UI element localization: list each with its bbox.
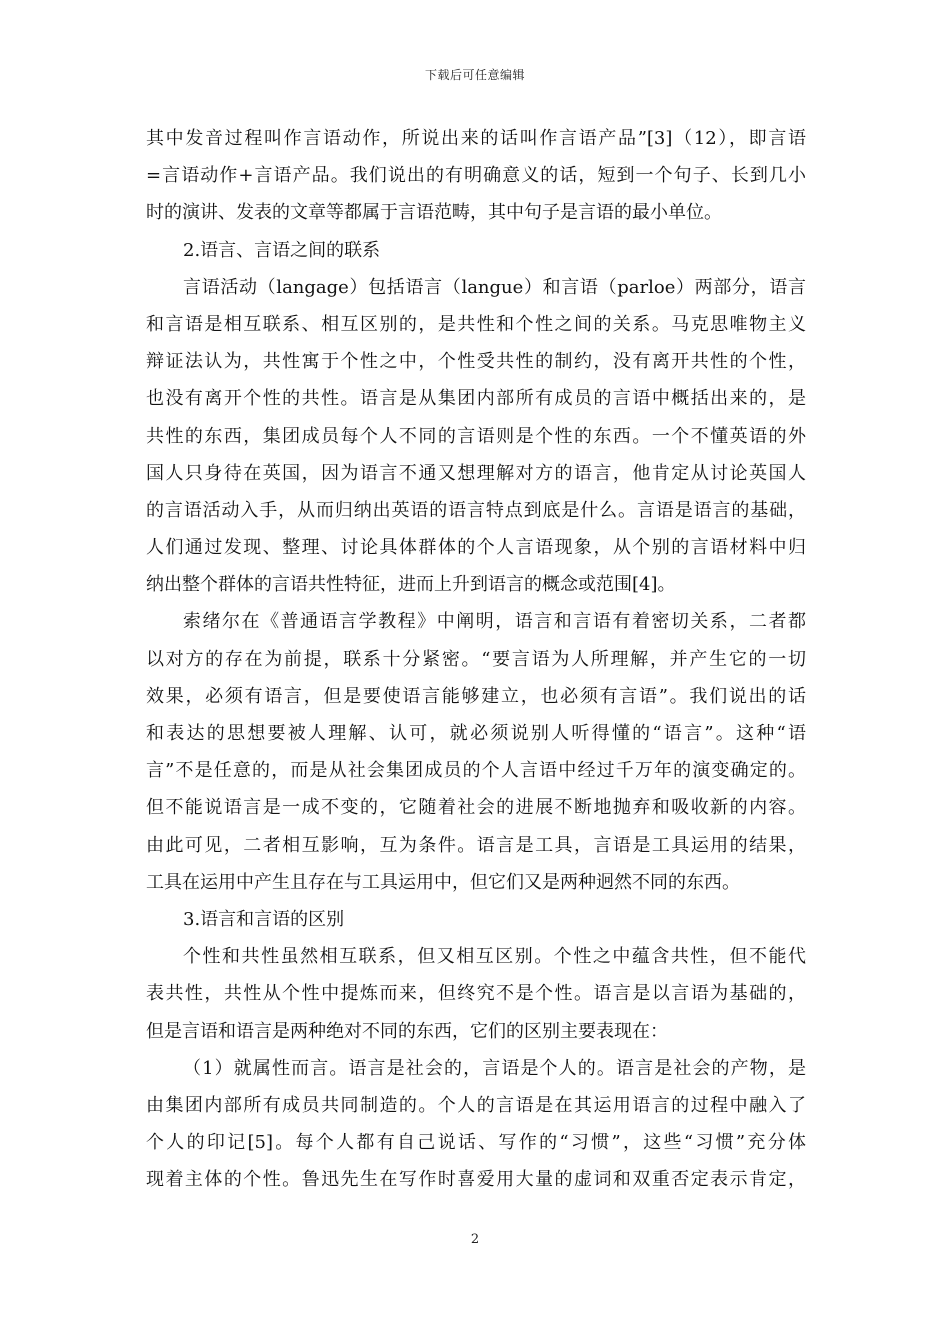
- text-line: 国人只身待在英国，因为语言不通又想理解对方的语言，他肯定从讨论英国人: [146, 462, 806, 484]
- text-line: 效果，必须有语言，但是要使语言能够建立，也必须有言语”。我们说出的话: [146, 685, 806, 707]
- text-line: 其中发音过程叫作言语动作，所说出来的话叫作言语产品”[3]（12），即言语: [146, 128, 806, 149]
- section-heading: 3.语言和言语的区别: [183, 908, 345, 930]
- page-number: 2: [470, 1232, 480, 1247]
- text-line: （1）就属性而言。语言是社会的，言语是个人的。语言是社会的产物，是: [183, 1057, 806, 1079]
- text-line: =言语动作+言语产品。我们说出的有明确意义的话，短到一个句子、长到几小: [146, 165, 806, 187]
- text-line: 和表达的思想要被人理解、认可，就必须说别人听得懂的“语言”。这种“语: [146, 723, 806, 744]
- text-line: 时的演讲、发表的文章等都属于言语范畴，其中句子是言语的最小单位。: [146, 202, 722, 224]
- text-line: 也没有离开个性的共性。语言是从集团内部所有成员的言语中概括出来的，是: [146, 388, 806, 410]
- text-line: 表共性，共性从个性中提炼而来，但终究不是个性。语言是以言语为基础的，: [146, 983, 806, 1005]
- text-line: 言语活动（langage）包括语言（langue）和言语（parloe）两部分，语言: [183, 276, 806, 298]
- text-line: 人们通过发现、整理、讨论具体群体的个人言语现象，从个别的言语材料中归: [146, 537, 806, 559]
- text-line: 由集团内部所有成员共同制造的。个人的言语是在其运用语言的过程中融入了: [146, 1094, 806, 1116]
- text-line: 工具在运用中产生且存在与工具运用中，但它们又是两种迥然不同的东西。: [146, 871, 740, 893]
- text-line: 的言语活动入手，从而归纳出英语的语言特点到底是什么。言语是语言的基础，: [146, 499, 806, 521]
- text-line: 但是言语和语言是两种绝对不同的东西，它们的区别主要表现在：: [146, 1020, 668, 1042]
- text-line: 由此可见，二者相互影响，互为条件。语言是工具，言语是工具运用的结果，: [146, 834, 806, 856]
- text-line: 纳出整个群体的言语共性特征，进而上升到语言的概念或范围[4]。: [146, 574, 676, 596]
- text-line: 和言语是相互联系、相互区别的，是共性和个性之间的关系。马克思唯物主义: [146, 313, 806, 335]
- text-line: 个人的印记[5]。每个人都有自己说话、写作的“习惯”，这些“习惯”充分体: [146, 1132, 806, 1154]
- section-heading: 2.语言、言语之间的联系: [183, 239, 381, 261]
- body-text: [146, 120, 806, 1198]
- text-line: 辩证法认为，共性寓于个性之中，个性受共性的制约，没有离开共性的个性，: [146, 351, 806, 373]
- text-line: 以对方的存在为前提，联系十分紧密。“要言语为人所理解，并产生它的一切: [146, 648, 806, 670]
- text-line: 索绪尔在《普通语言学教程》中阐明，语言和言语有着密切关系，二者都: [183, 611, 806, 633]
- page-header: 下载后可任意编辑: [424, 68, 525, 82]
- text-line: 但不能说语言是一成不变的，它随着社会的进展不断地抛弃和吸收新的内容。: [146, 797, 806, 819]
- text-line: 言”不是任意的，而是从社会集团成员的个人言语中经过千万年的演变确定的。: [146, 760, 806, 782]
- text-line: 现着主体的个性。鲁迅先生在写作时喜爱用大量的虚词和双重否定表示肯定，: [146, 1169, 806, 1191]
- text-line: 共性的东西，集团成员每个人不同的言语则是个性的东西。一个不懂英语的外: [146, 425, 806, 447]
- text-line: 个性和共性虽然相互联系，但又相互区别。个性之中蕴含共性，但不能代: [183, 946, 806, 968]
